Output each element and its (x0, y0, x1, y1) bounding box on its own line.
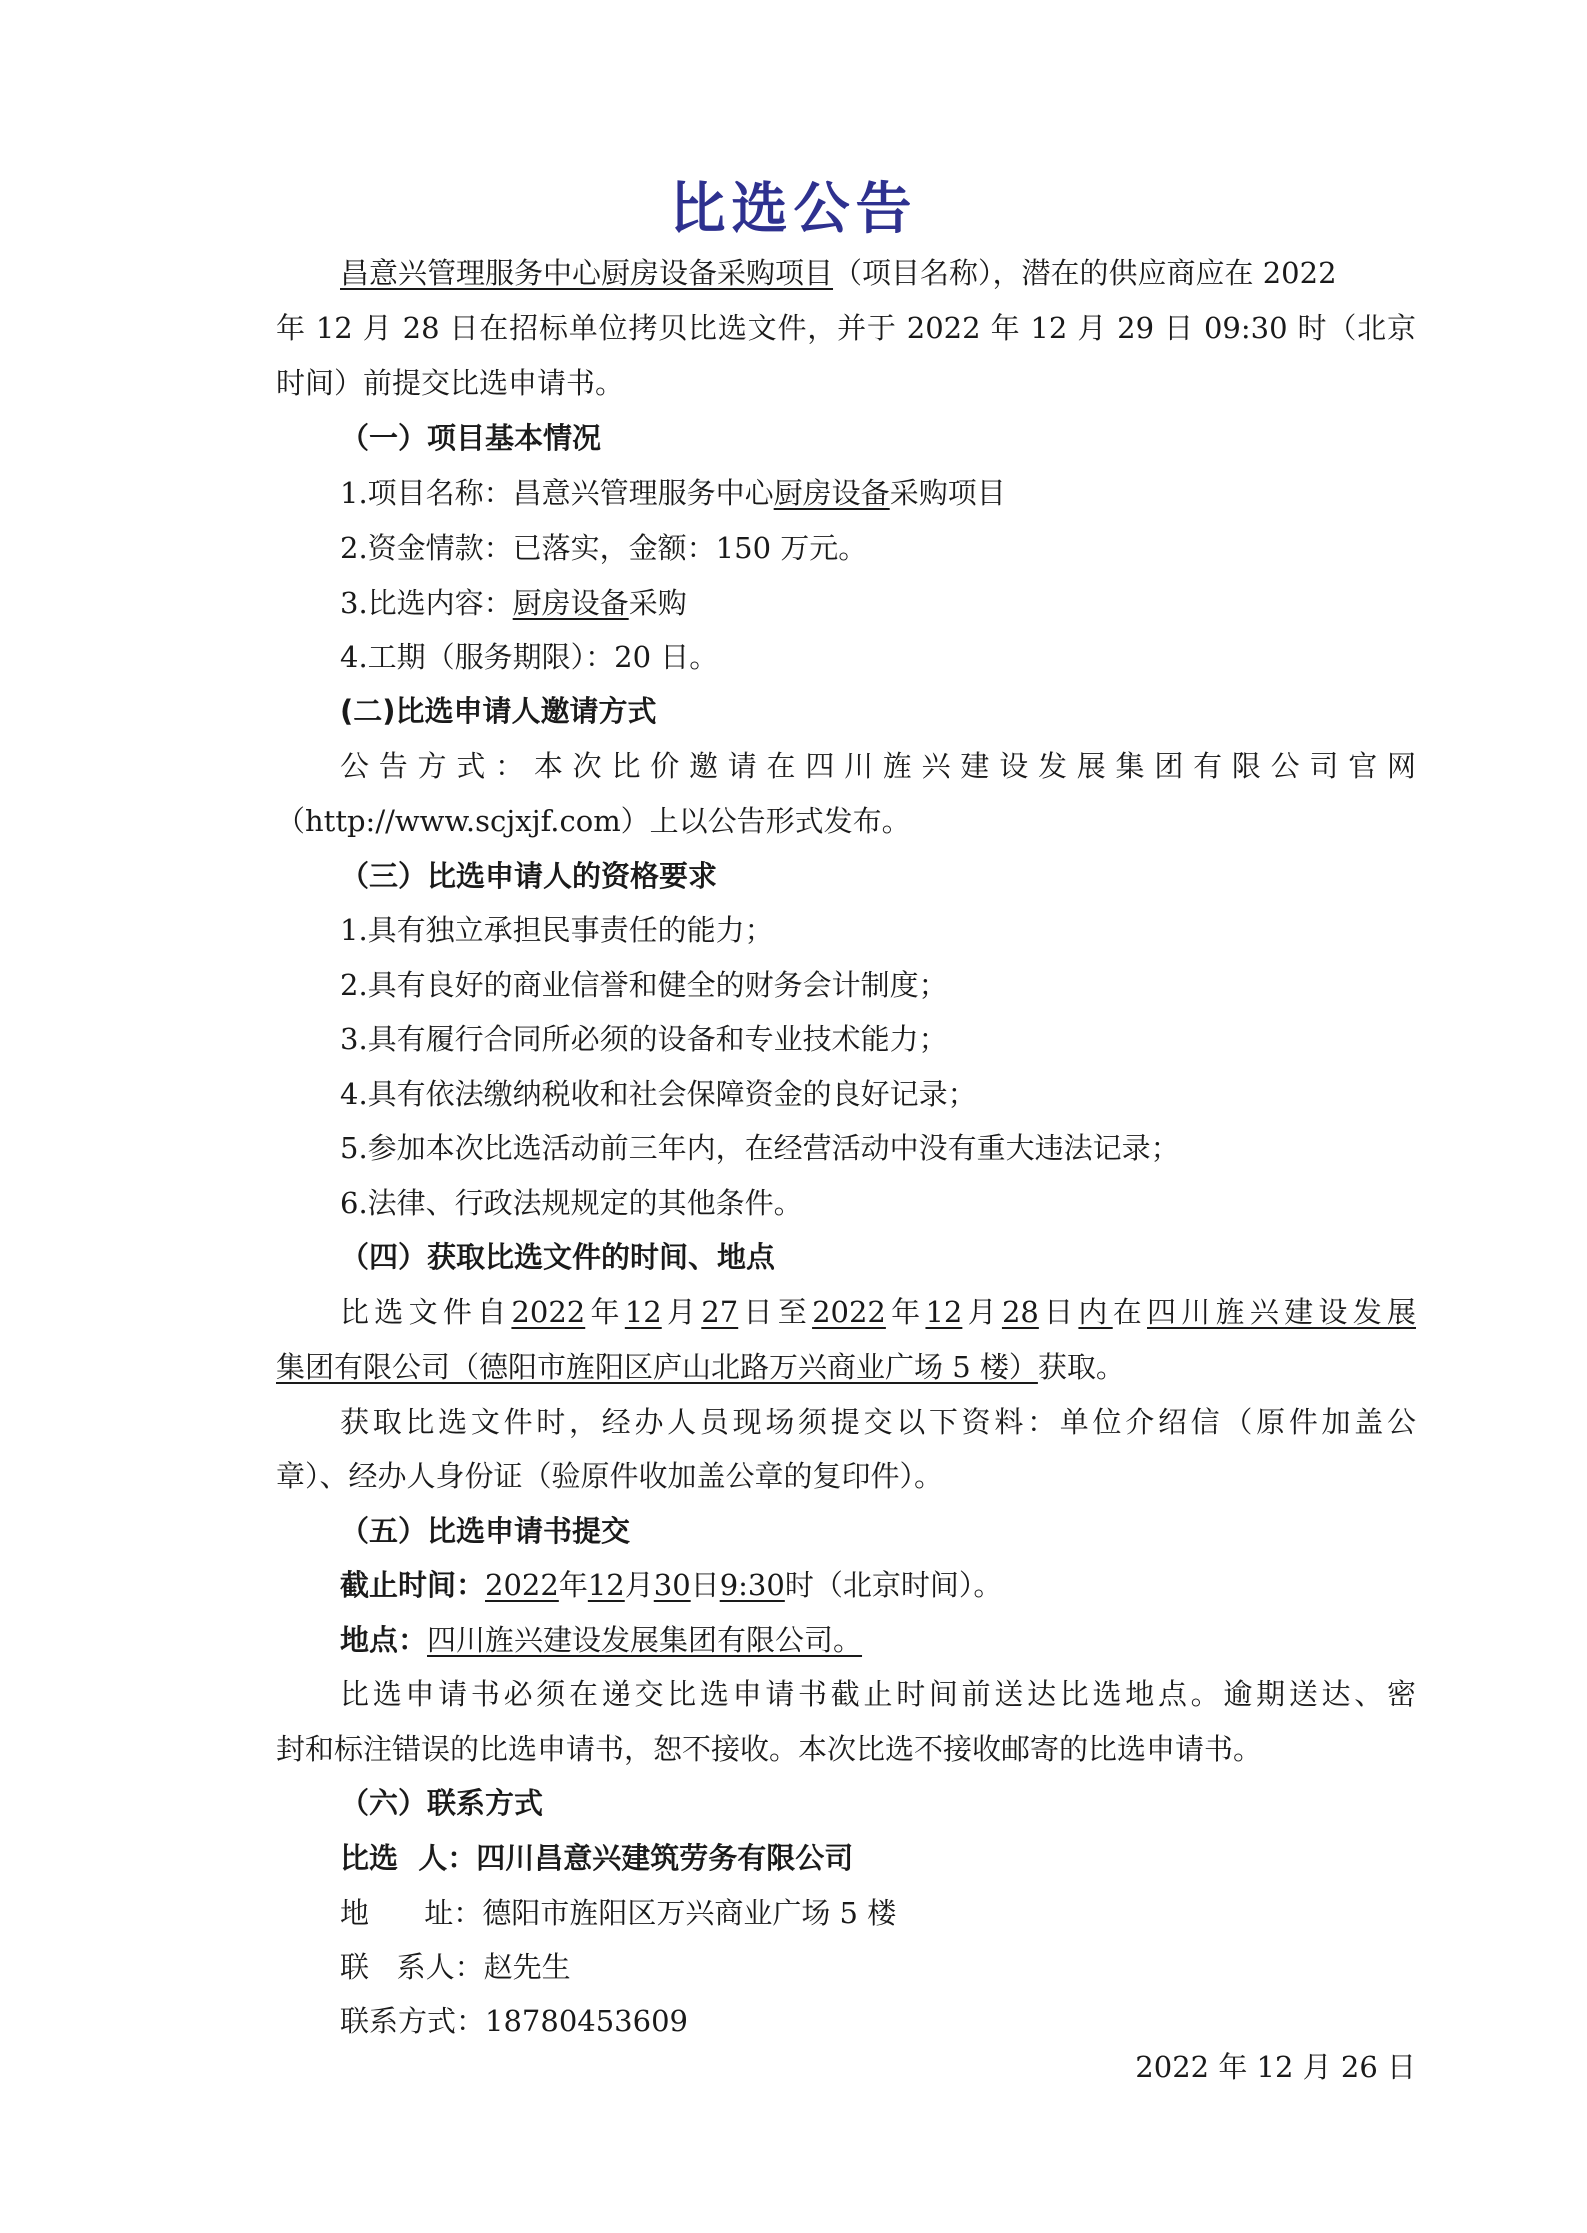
sec2-para-line-2: （http://www.scjxjf.com）上以公告形式发布。 (276, 804, 911, 838)
page-title: 比选公告 (669, 177, 918, 242)
sec1-item-3: 3.比选内容：厨房设备采购 (340, 586, 687, 620)
document-date: 2022 年 12 月 26 日 (1135, 2050, 1416, 2084)
sec1-item-1: 1.项目名称：昌意兴管理服务中心厨房设备采购项目 (340, 476, 1006, 510)
project-name-underlined: 昌意兴管理服务中心厨房设备采购项目 (340, 256, 834, 290)
intro-line-3: 时间）前提交比选申请书。 (276, 366, 625, 400)
sec6-address: 地 址：德阳市旌阳区万兴商业广场 5 楼 (340, 1896, 897, 1930)
section-2-heading: (二)比选申请人邀请方式 (340, 694, 657, 728)
sec1-item-4: 4.工期（服务期限）：20 日。 (340, 640, 719, 674)
sec4-para-1-line-1: 比选文件自2022年12月27日至2022年12月28日内在四川旌兴建设发展 (340, 1295, 1416, 1329)
sec1-item-2: 2.资金情款：已落实，金额：150 万元。 (340, 531, 868, 565)
sec3-item-3: 3.具有履行合同所必须的设备和专业技术能力； (340, 1022, 948, 1056)
sec6-phone: 联系方式：18780453609 (340, 2004, 688, 2038)
intro-line-2: 年 12 月 28 日在招标单位拷贝比选文件，并于 2022 年 12 月 29 日 09:30 时（北京 (276, 311, 1416, 345)
intro-line-1: 昌意兴管理服务中心厨房设备采购项目（项目名称），潜在的供应商应在 2022 (340, 256, 1337, 290)
sec6-contact: 联 系人：赵先生 (340, 1950, 571, 1984)
sec3-item-6: 6.法律、行政法规规定的其他条件。 (340, 1186, 803, 1220)
sec4-para-2-line-2: 章）、经办人身份证（验原件收加盖公章的复印件）。 (276, 1459, 944, 1493)
sec4-para-2-line-1: 获取比选文件时，经办人员现场须提交以下资料：单位介绍信（原件加盖公 (340, 1405, 1416, 1439)
sec3-item-2: 2.具有良好的商业信誉和健全的财务会计制度； (340, 968, 948, 1002)
sec5-deadline: 截止时间：2022年12月30日9:30时（北京时间）。 (340, 1568, 1003, 1602)
sec5-place: 地点：四川旌兴建设发展集团有限公司。 (340, 1623, 863, 1657)
sec5-para-line-2: 封和标注错误的比选申请书，恕不接收。本次比选不接收邮寄的比选申请书。 (276, 1732, 1263, 1766)
sec3-item-5: 5.参加本次比选活动前三年内，在经营活动中没有重大违法记录； (340, 1131, 1180, 1165)
sec4-para-1-line-2: 集团有限公司（德阳市旌阳区庐山北路万兴商业广场 5 楼）获取。 (276, 1350, 1125, 1384)
section-3-heading: （三）比选申请人的资格要求 (340, 859, 718, 893)
section-6-heading: （六）联系方式 (340, 1786, 544, 1820)
section-4-heading: （四）获取比选文件的时间、地点 (340, 1240, 776, 1274)
sec3-item-4: 4.具有依法缴纳税收和社会保障资金的良好记录； (340, 1077, 977, 1111)
section-5-heading: （五）比选申请书提交 (340, 1514, 631, 1548)
sec2-para-line-1: 公告方式：本次比价邀请在四川旌兴建设发展集团有限公司官网 (340, 749, 1416, 783)
sec6-bidder: 比选 人：四川昌意兴建筑劳务有限公司 (340, 1841, 854, 1875)
sec3-item-1: 1.具有独立承担民事责任的能力； (340, 913, 774, 947)
sec5-para-line-1: 比选申请书必须在递交比选申请书截止时间前送达比选地点。逾期送达、密 (340, 1677, 1416, 1711)
section-1-heading: （一）项目基本情况 (340, 421, 602, 455)
